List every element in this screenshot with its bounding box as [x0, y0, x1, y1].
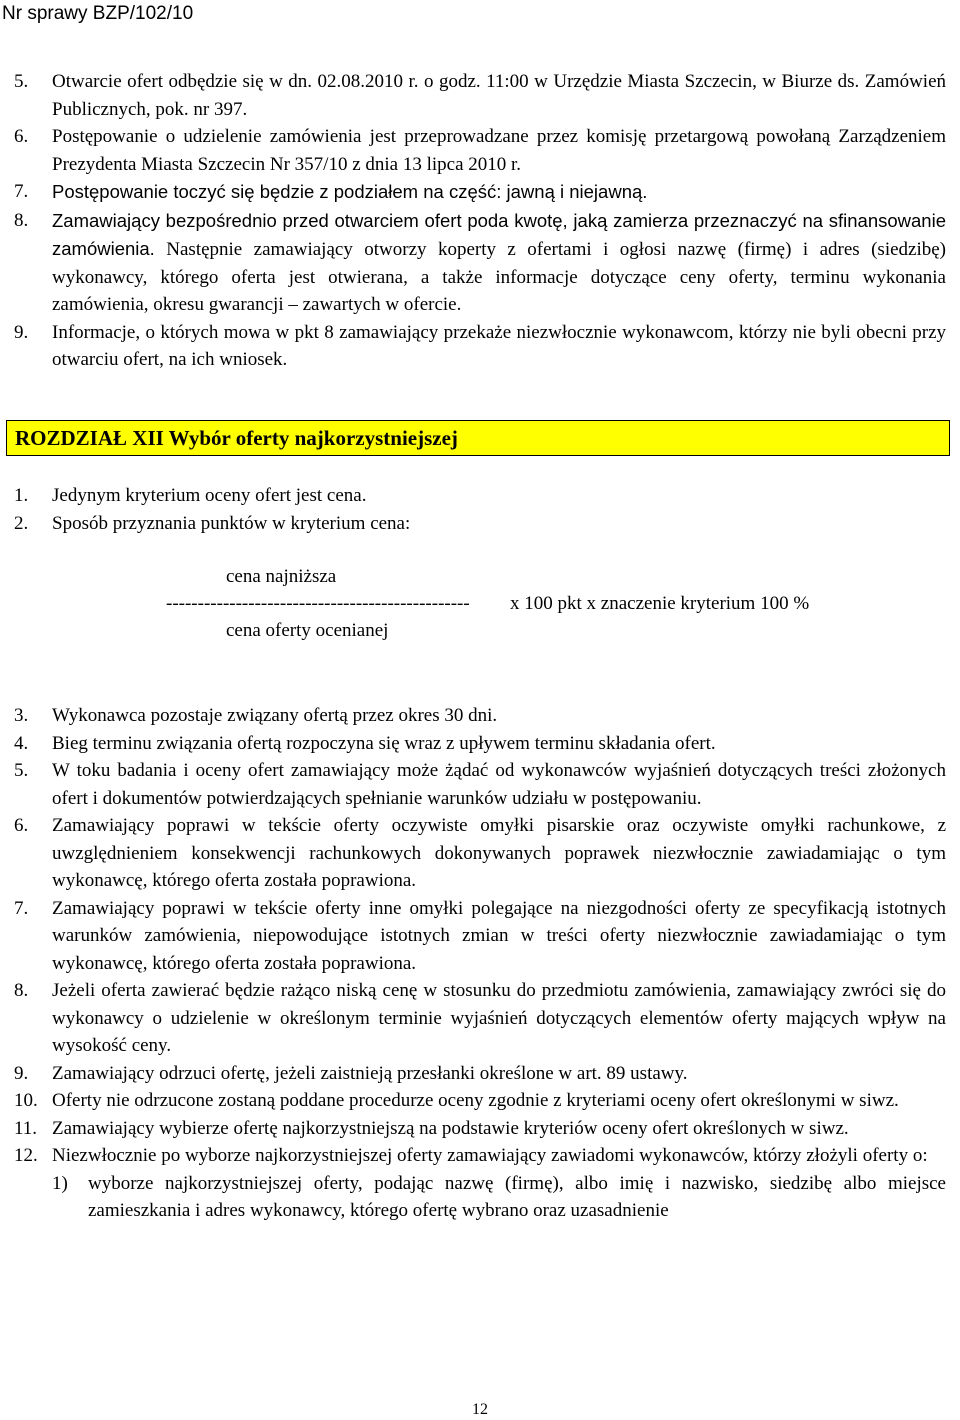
list-item	[14, 977, 946, 1060]
item-text: Otwarcie ofert odbędzie się w dn. 02.08.2010 r. o godz. 11:00 w Urzędzie Miasta Szczecin, w Biurze ds. Zamówień Publicznych, pok. nr 397.	[52, 71, 946, 120]
list-item	[14, 319, 946, 374]
list-item	[14, 1060, 946, 1088]
item-text: Zamawiający odrzuci ofertę, jeżeli zaistnieją przesłanki określone w art. 89 ustawy.	[52, 1062, 688, 1084]
item-number: 6.	[14, 815, 29, 836]
list-item	[14, 510, 946, 538]
criteria-list	[14, 482, 946, 537]
list-item	[14, 68, 946, 123]
list-item	[14, 1115, 946, 1143]
item-text: Bieg terminu związania ofertą rozpoczyna się wraz z upływem terminu składania ofert.	[52, 732, 716, 754]
list-item	[14, 702, 946, 730]
formula-multiplier: x 100 pkt x znaczenie kryterium 100 %	[510, 593, 810, 614]
item-text: Zamawiający poprawi w tekście oferty oczywiste omyłki pisarskie oraz oczywiste omyłki rachunkowe, z uwzględnieniem konsekwencji rachunkowych dokonywanych poprawek niezwłocznie zawiadamiając o tym wykonawcę, którego oferta została poprawiona.	[52, 815, 946, 891]
list-item	[14, 730, 946, 758]
list-item	[14, 207, 946, 319]
formula-fraction-line: ------------------------------------------------	[166, 593, 470, 614]
list-item	[14, 757, 946, 812]
page-number: 12	[472, 1401, 488, 1418]
list-item	[14, 178, 946, 207]
item-text: Postępowanie o udzielenie zamówienia jest przeprowadzane przez komisję przetargową powołaną Zarządzeniem Prezydenta Miasta Szczecin Nr 357/10 z dnia 13 lipca 2010 r.	[52, 126, 946, 175]
list-item	[14, 812, 946, 895]
procedure-list	[14, 68, 946, 374]
item-number: 10.	[14, 1090, 38, 1111]
sub-item-number: 1)	[52, 1172, 68, 1194]
item-text: Sposób przyznania punktów w kryterium cena:	[52, 512, 411, 534]
item-text: Niezwłocznie po wyborze najkorzystniejszej oferty zamawiający zawiadomi wykonawców, którzy złożyli oferty o:	[52, 1145, 928, 1166]
item-number: 5.	[14, 760, 29, 781]
item-number: 9.	[14, 321, 29, 343]
rules-list	[14, 702, 946, 1225]
item-number: 5.	[14, 71, 29, 92]
item-number: 4.	[14, 732, 29, 754]
item-text: W toku badania i oceny ofert zamawiający może żądać od wykonawców wyjaśnień dotyczących treści złożonych ofert i dokumentów potwierdzających spełnianie warunków udziału w postępowaniu.	[52, 760, 946, 809]
list-item	[14, 895, 946, 978]
item-text-part-b: Następnie zamawiający otworzy koperty z ofertami i ogłosi nazwę (firmę) i adres (siedzibę) wykonawcy, którego oferta jest otwierana, a także informacje dotyczące ceny oferty, terminu wykonania zamówienia, okresu gwarancji – zawartych w ofercie.	[52, 239, 946, 315]
item-number: 3.	[14, 705, 29, 726]
item-number: 7.	[14, 897, 29, 919]
list-item	[14, 1142, 946, 1170]
sub-item-text: wyborze najkorzystniejszej oferty, podając nazwę (firmę), albo imię i nazwisko, siedzibę albo miejsce zamieszkania i adres wykonawcy, którego ofertę wybrano oraz uzasadnienie	[88, 1172, 946, 1221]
item-text: Jedynym kryterium oceny ofert jest cena.	[52, 485, 367, 506]
item-number: 6.	[14, 126, 29, 147]
sub-list-item	[52, 1170, 946, 1225]
item-number: 11.	[14, 1117, 38, 1139]
item-text: Jeżeli oferta zawierać będzie rażąco niską cenę w stosunku do przedmiotu zamówienia, zamawiający zwróci się do wykonawcy o udzielenie w określonym terminie wyjaśnień dotyczących elementów oferty mających wpływ na wysokość ceny.	[52, 980, 946, 1056]
item-number: 8.	[14, 980, 29, 1001]
item-number: 8.	[14, 209, 29, 231]
item-text: Zamawiający poprawi w tekście oferty inne omyłki polegające na niezgodności oferty ze specyfikacją istotnych warunków zamówienia, niepowodujące istotnych zmian w treści oferty niezwłocznie zawiadamiając o tym wykonawcę, którego oferta została poprawiona.	[52, 897, 946, 974]
item-text: Zamawiający wybierze ofertę najkorzystniejszą na podstawie kryteriów oceny ofert określonych w siwz.	[52, 1117, 849, 1139]
case-number-header: Nr sprawy BZP/102/10	[2, 3, 194, 24]
section-heading: ROZDZIAŁ XII Wybór oferty najkorzystniejszej	[6, 420, 950, 456]
item-number: 12.	[14, 1145, 38, 1166]
list-item	[14, 123, 946, 178]
item-number: 9.	[14, 1062, 29, 1084]
scoring-formula	[166, 566, 906, 646]
item-text: Informacje, o których mowa w pkt 8 zamawiający przekaże niezwłocznie wykonawcom, którzy nie byli obecni przy otwarciu ofert, na ich wniosek.	[52, 321, 946, 370]
list-item	[14, 482, 946, 510]
item-text: Oferty nie odrzucone zostaną poddane procedurze oceny zgodnie z kryteriami oceny ofert określonymi w siwz.	[52, 1090, 899, 1111]
item-number: 1.	[14, 485, 29, 506]
item-number: 7.	[14, 181, 29, 202]
item-number: 2.	[14, 512, 29, 534]
item-text: Postępowanie toczyć się będzie z podziałem na część: jawną i niejawną.	[52, 181, 648, 202]
formula-denominator: cena oferty ocenianej	[226, 620, 389, 641]
formula-numerator: cena najniższa	[226, 566, 337, 587]
list-item	[14, 1087, 946, 1115]
list-item	[14, 1170, 946, 1225]
item-text-part-a: Zamawiający bezpośrednio przed otwarciem ofert poda kwotę, jaką zamierza przeznaczyć na sfinansowanie zamówienia.	[52, 209, 946, 259]
item-text: Wykonawca pozostaje związany ofertą przez okres 30 dni.	[52, 705, 498, 726]
